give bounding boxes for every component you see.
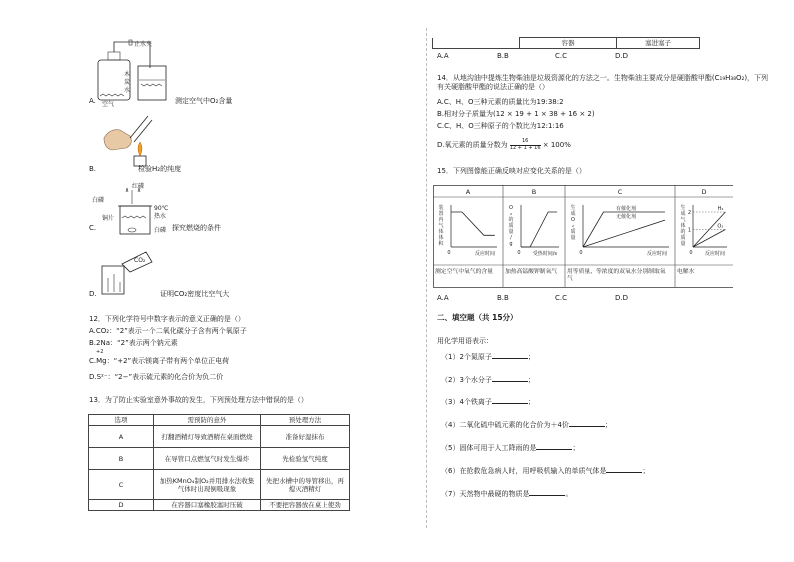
- q13-cell: 先检验氢气纯度: [261, 448, 350, 470]
- chart-D-ylabel-char: 的: [680, 229, 686, 235]
- fill-item-end: 。: [565, 490, 573, 498]
- hand: [104, 130, 131, 150]
- chart-B-ylabel-char: ₂: [509, 211, 513, 217]
- chart-D-series-line: [693, 230, 725, 248]
- q13-cell: 准备好湿抹布: [261, 426, 350, 448]
- q15-option-c: C.C: [555, 294, 568, 302]
- chart-D-title: D: [701, 188, 707, 196]
- q13-cell: A: [89, 426, 154, 448]
- label-co2: CO₂: [134, 257, 146, 264]
- test-tube-b2: [134, 120, 152, 142]
- q13-row-c: [89, 470, 350, 500]
- chart-D-ylabel-char: 生: [680, 205, 686, 211]
- water-hatch: [141, 84, 162, 86]
- label-white-p2: 白磷: [154, 227, 167, 234]
- q14-option-c: C.C、H、O三种原子的个数比为12:1:16: [437, 122, 564, 130]
- q13-cell: 加热KMnO₄制O₂并用排水法收集气体时出现倒吸现象: [154, 470, 261, 500]
- column-divider: [426, 28, 427, 528]
- label-water: 水: [124, 87, 131, 94]
- exp-b-caption: 检验H₂的纯度: [138, 165, 182, 173]
- q15-option-d: D.D: [615, 294, 629, 302]
- fill-item-end: ；: [642, 467, 650, 475]
- fill-item-2: [441, 374, 535, 385]
- q15-option-b: B.B: [497, 294, 509, 302]
- chart-B-ylabel-char: 量: [508, 229, 514, 235]
- fill-item-4: [441, 419, 612, 430]
- q13-cell: [433, 38, 520, 49]
- chart-D-series-label: H₂: [717, 206, 724, 212]
- chart-A-ylabel-char: 体: [438, 235, 444, 241]
- q14-option-a: A.C、H、O三种元素的质量比为19:38:2: [437, 98, 564, 106]
- section-title: 二、填空题（共 15分）: [437, 313, 518, 322]
- q14-d-prefix: D.氧元素的质量分数为: [437, 141, 508, 149]
- chart-D-ytick: 1: [687, 227, 691, 234]
- chart-B-caption: 加热高锰酸钾制氧气: [505, 269, 558, 275]
- exp-c-label: C.: [89, 224, 97, 232]
- q14-option-b: B.相对分子质量为(12 × 19 + 1 × 38 + 16 × 2): [437, 110, 595, 118]
- q13-cell: D: [89, 500, 154, 511]
- chart-B-xlabel: 受热时间/s: [532, 251, 557, 257]
- exp-c-caption: 探究燃烧的条件: [172, 224, 221, 232]
- q15-charts-svg: [433, 185, 733, 289]
- chart-B-ylabel-char: g: [509, 241, 513, 247]
- label-carbon2: 炭: [124, 79, 131, 86]
- fill-item-end: ；: [572, 444, 580, 452]
- fill-item-text: （5）固体可用于人工降雨的是: [441, 444, 537, 452]
- q12-option-d: D.S²⁻：“2−”表示硫元素的化合价为负二价: [89, 373, 224, 381]
- chart-D-ylabel-char: 量: [680, 241, 686, 247]
- exp-d-label: D.: [89, 290, 97, 298]
- chart-D-ylabel-char: 气: [680, 217, 686, 223]
- q15-option-a: A.A: [437, 294, 449, 302]
- label-temp: 90℃: [154, 205, 169, 212]
- chart-C-ylabel-char: ₂: [571, 223, 575, 229]
- q12-option-b: B.2Na：“2”表示两个钠元素: [89, 339, 178, 347]
- chart-B-ylabel-char: /: [510, 235, 512, 241]
- chart-C-caption: 气: [567, 276, 573, 282]
- fill-item-5: [441, 442, 579, 453]
- answer-blank[interactable]: [492, 396, 528, 404]
- answer-blank[interactable]: [492, 374, 528, 382]
- chart-C-ylabel-char: O: [571, 217, 575, 223]
- chart-C-xlabel: 反应时间: [646, 251, 667, 257]
- q13-header-row: [89, 415, 350, 426]
- fill-item-end: ；: [527, 353, 535, 361]
- experiment-c-figure: [92, 178, 182, 238]
- label-carbon: 木: [124, 71, 131, 78]
- q15-chart-grid: [433, 185, 733, 292]
- fill-item-end: ；: [604, 421, 612, 429]
- q13-cell: 在导管口点燃氢气时发生爆炸: [154, 448, 261, 470]
- chart-C-title: C: [617, 188, 623, 196]
- q13-cell: 先把水槽中的导管移出，再熄灭酒精灯: [261, 470, 350, 500]
- chart-D-ylabel-char: 体: [680, 223, 686, 229]
- chart-C-series-label: 无催化剂: [615, 214, 637, 221]
- q13-row-b: [89, 448, 350, 470]
- fill-item-1: [441, 351, 535, 362]
- chart-C-caption: 用等质量、等浓度的双氧水分别制取氧: [567, 269, 666, 275]
- fill-item-text: （6）在抢救危急病人时，用呼吸机输入的单质气体是: [441, 467, 607, 475]
- q15-stem: 15．下列图像能正确反映对应变化关系的是（）: [437, 167, 586, 175]
- q14-option-d: [437, 139, 571, 151]
- chart-C-series-label: 有催化剂: [615, 206, 637, 212]
- q13-table: [88, 414, 350, 511]
- q14-fraction: [510, 139, 541, 151]
- stopper: [108, 52, 120, 60]
- q14-stem: 14．从地沟油中提炼生物柴油是垃圾资源化的方法之一。生物柴油主要成分是硬脂酸甲酯(C₁₉H₃₈O₂)，下列有关硬脂酸甲酯的说法正确的是（）: [437, 74, 769, 91]
- fill-item-text: （1）2个氮原子: [441, 353, 492, 361]
- q13-option-d: D.D: [615, 52, 629, 60]
- answer-blank[interactable]: [536, 442, 572, 450]
- chart-C-ylabel-char: 量: [570, 235, 576, 241]
- fill-item-text: （3）4个铁离子: [441, 398, 492, 406]
- fill-item-text: （7）天然物中最硬的物质是: [441, 490, 530, 498]
- chart-D-origin: 0: [689, 250, 693, 256]
- label-copper: 铜片: [102, 215, 115, 222]
- q13-option-c: C.C: [555, 52, 568, 60]
- chart-C-ylabel-char: 生: [570, 205, 576, 211]
- label-red-p: 红磷: [132, 183, 145, 190]
- test-tube-b: [130, 116, 148, 138]
- q14-d-suffix: × 100%: [542, 141, 571, 149]
- q13-cell: 不要把容器放在桌上使劲: [261, 500, 350, 511]
- beaker-d: [102, 266, 124, 294]
- chart-A-ylabel-char: 内: [438, 217, 444, 223]
- chart-A-ylabel-char: 积: [438, 241, 444, 247]
- answer-blank[interactable]: [606, 465, 642, 473]
- q13-header-cell: 预处理方法: [261, 415, 350, 426]
- chart-D-ylabel-char: 成: [680, 211, 686, 217]
- bottle-water-hatch: [100, 94, 124, 96]
- chart-B-origin: 0: [517, 250, 521, 256]
- chart-A-caption: 测定空气中氧气的含量: [435, 269, 493, 275]
- q13-cell: B: [89, 448, 154, 470]
- label-hot-water: 热水: [154, 213, 167, 220]
- exp-a-caption: 测定空气中O₂含量: [175, 97, 233, 105]
- chart-C-ylabel-char: 成: [570, 211, 576, 217]
- chart-D-xlabel: 反应时间: [704, 251, 725, 257]
- q13-cell: 容器: [520, 38, 617, 49]
- chart-B-ylabel-char: O: [509, 205, 513, 211]
- chart-B-series-line: [521, 212, 557, 247]
- fill-item-end: ；: [527, 376, 535, 384]
- chart-A-ylabel-char: 装: [438, 205, 444, 211]
- q12-option-c: C.Mg：“+2”表示镁离子带有两个单位正电荷: [89, 357, 230, 365]
- q13-cell: 塞进塞子: [617, 38, 700, 49]
- flame: [138, 142, 142, 156]
- fill-item-text: （4）二氧化硫中硫元素的化合价为＋4价: [441, 421, 569, 429]
- answer-blank[interactable]: [492, 351, 528, 359]
- q13-continued-row: [433, 38, 700, 49]
- hot-water-hatch: [122, 216, 146, 218]
- q13-row-a: [89, 426, 350, 448]
- q13-table-continued: [432, 37, 700, 49]
- clamp-shape: [129, 40, 132, 45]
- q12-option-a: A.CO₂：“2”表示一个二氧化碳分子含有两个氧原子: [89, 327, 247, 335]
- label-clamp: 止水夹: [134, 41, 153, 48]
- fill-item-text: （2）3个水分子: [441, 376, 492, 384]
- section-intro: 用化学用语表示：: [437, 337, 493, 345]
- chart-A-title: A: [465, 188, 471, 196]
- q13-header-cell: 需预防的意外: [154, 415, 261, 426]
- fill-item-7: [441, 488, 572, 499]
- chart-C-origin: 0: [579, 250, 583, 256]
- chart-A-xlabel: 反应时间: [474, 251, 495, 257]
- q13-option-a: A.A: [437, 52, 449, 60]
- chart-D-ytick: 2: [687, 210, 691, 216]
- fill-item-6: [441, 465, 649, 476]
- q12-c-superscript: +2: [96, 349, 104, 355]
- experiment-d-figure: [96, 246, 166, 296]
- fill-item-3: [441, 396, 535, 407]
- exp-d-caption: 证明CO₂密度比空气大: [160, 290, 230, 298]
- experiment-b-figure: [98, 110, 168, 172]
- q12-stem: 12．下列化学符号中数字表示的意义正确的是（）: [89, 315, 245, 323]
- chart-A-ylabel-char: 气: [438, 223, 444, 229]
- q13-option-b: B.B: [497, 52, 509, 60]
- answer-blank[interactable]: [529, 488, 565, 496]
- exp-b-label: B.: [89, 165, 97, 173]
- chart-C-series-line: [583, 220, 665, 247]
- q13-cell: 打翻酒精灯导致酒精在桌面燃烧: [154, 426, 261, 448]
- chart-B-ylabel-char: 的: [508, 217, 514, 223]
- q13-header-cell: 选项: [89, 415, 154, 426]
- chart-B-title: B: [531, 188, 537, 196]
- candles: [108, 274, 120, 292]
- fill-item-end: ；: [527, 398, 535, 406]
- chart-A-ylabel-char: 置: [438, 211, 444, 217]
- chart-B-ylabel-char: 质: [508, 223, 514, 229]
- chart-D-ylabel-char: 质: [680, 235, 686, 241]
- white-p-water: [128, 228, 136, 232]
- exp-a-label: A.: [89, 97, 96, 105]
- label-air: 空气: [102, 101, 115, 108]
- chart-A-origin: 0: [447, 250, 451, 256]
- answer-blank[interactable]: [569, 419, 605, 427]
- q13-cell: C: [89, 470, 154, 500]
- beaker: [138, 66, 166, 100]
- chart-D-series-label: O₂: [717, 223, 724, 230]
- q14-fraction-denominator: 12 + 1 + 16: [509, 144, 541, 151]
- q13-stem: 13．为了防止实验室意外事故的发生，下列预处理方法中错误的是（）: [89, 396, 308, 404]
- chart-A-series-line: [451, 212, 495, 235]
- chart-D-caption: 电解水: [677, 269, 695, 275]
- chart-A-ylabel-char: 体: [438, 229, 444, 235]
- q14-fraction-numerator: 16: [510, 139, 541, 146]
- q13-cell: 在容器口塞橡胶塞时压破: [154, 500, 261, 511]
- label-white-p: 白磷: [92, 197, 105, 204]
- q13-row-d: [89, 500, 350, 511]
- chart-C-ylabel-char: 质: [570, 229, 576, 235]
